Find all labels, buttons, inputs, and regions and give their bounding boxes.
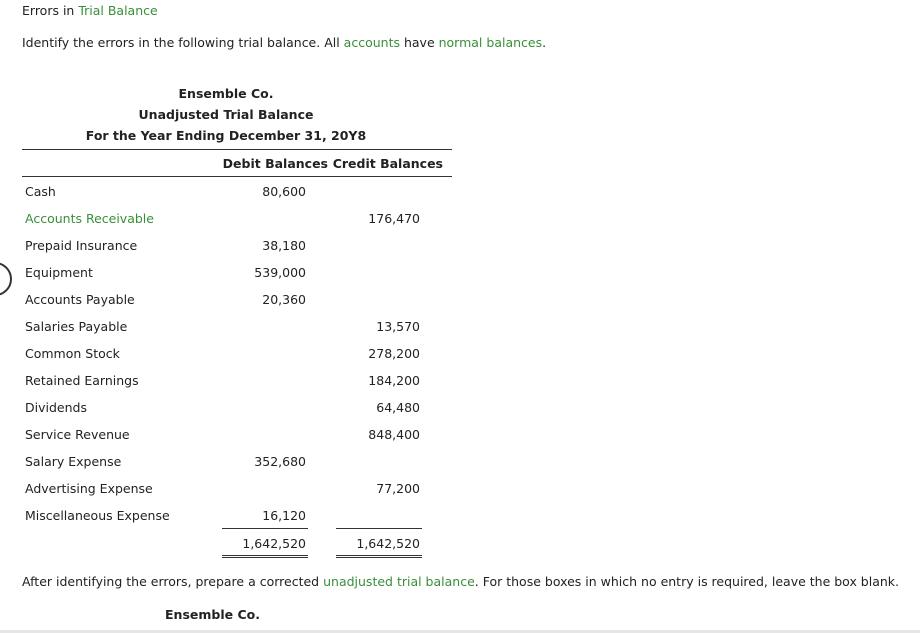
breadcrumb-prefix: Errors in bbox=[22, 3, 79, 18]
instructions bbox=[22, 35, 546, 50]
accounts-link[interactable]: accounts bbox=[343, 35, 400, 50]
account-name: Service Revenue bbox=[25, 427, 130, 442]
account-name[interactable]: Accounts Receivable bbox=[25, 211, 154, 226]
debit-total-double-rule bbox=[222, 555, 308, 558]
header-rule-top bbox=[22, 149, 452, 150]
debit-total-underline bbox=[222, 528, 308, 529]
totals-row bbox=[22, 536, 452, 554]
trial-balance-link[interactable]: Trial Balance bbox=[78, 3, 158, 18]
table-row bbox=[22, 319, 452, 337]
debit-total: 1,642,520 bbox=[242, 536, 306, 551]
table-row bbox=[22, 427, 452, 445]
table-row bbox=[22, 400, 452, 418]
debit-amount: 38,180 bbox=[262, 238, 306, 253]
account-name: Equipment bbox=[25, 265, 93, 280]
credit-amount: 184,200 bbox=[368, 373, 420, 388]
credit-amount: 278,200 bbox=[368, 346, 420, 361]
account-name: Accounts Payable bbox=[25, 292, 135, 307]
unadjusted-trial-balance-link[interactable]: unadjusted trial balance bbox=[323, 574, 475, 589]
credit-amount: 64,480 bbox=[376, 400, 420, 415]
table-row bbox=[22, 481, 452, 499]
table-row bbox=[22, 373, 452, 391]
followup-text-1: After identifying the errors, prepare a corrected bbox=[22, 574, 324, 589]
table-row bbox=[22, 454, 452, 472]
table-row bbox=[22, 265, 452, 283]
account-name: Advertising Expense bbox=[25, 481, 153, 496]
credit-total: 1,642,520 bbox=[356, 536, 420, 551]
account-name: Salary Expense bbox=[25, 454, 122, 469]
account-name: Retained Earnings bbox=[25, 373, 139, 388]
table-row bbox=[22, 211, 452, 229]
followup-instructions bbox=[22, 574, 899, 589]
instructions-text-3: . bbox=[542, 35, 547, 50]
credit-amount: 176,470 bbox=[368, 211, 420, 226]
instructions-text-2: have bbox=[399, 35, 439, 50]
debit-amount: 80,600 bbox=[262, 184, 306, 199]
report-title: Unadjusted Trial Balance bbox=[138, 107, 314, 122]
table-row bbox=[22, 292, 452, 310]
account-name: Dividends bbox=[25, 400, 87, 415]
account-name: Salaries Payable bbox=[25, 319, 128, 334]
credit-total-double-rule bbox=[336, 555, 422, 558]
table-row bbox=[22, 238, 452, 256]
table-row bbox=[22, 346, 452, 364]
debit-amount: 539,000 bbox=[254, 265, 306, 280]
partial-circle-marker bbox=[0, 262, 12, 296]
debit-column-header: Debit Balances bbox=[222, 156, 328, 171]
table-row bbox=[22, 508, 452, 526]
account-name: Common Stock bbox=[25, 346, 120, 361]
credit-amount: 77,200 bbox=[376, 481, 420, 496]
report-period: For the Year Ending December 31, 20Y8 bbox=[85, 128, 367, 143]
account-name: Prepaid Insurance bbox=[25, 238, 138, 253]
instructions-text-1: Identify the errors in the following trial balance. All bbox=[22, 35, 344, 50]
debit-amount: 20,360 bbox=[262, 292, 306, 307]
account-name: Miscellaneous Expense bbox=[25, 508, 170, 523]
credit-column-header: Credit Balances bbox=[332, 156, 443, 171]
account-name: Cash bbox=[25, 184, 56, 199]
followup-text-2: . For those boxes in which no entry is required, leave the box blank. bbox=[474, 574, 900, 589]
credit-amount: 848,400 bbox=[368, 427, 420, 442]
normal-balances-link[interactable]: normal balances bbox=[438, 35, 543, 50]
debit-amount: 16,120 bbox=[262, 508, 306, 523]
debit-amount: 352,680 bbox=[254, 454, 306, 469]
breadcrumb bbox=[22, 3, 158, 18]
company-name: Ensemble Co. bbox=[178, 86, 274, 101]
credit-total-underline bbox=[336, 528, 422, 529]
credit-amount: 13,570 bbox=[376, 319, 420, 334]
header-rule-bottom bbox=[22, 176, 452, 177]
table-row bbox=[22, 184, 452, 202]
second-company-name: Ensemble Co. bbox=[165, 607, 260, 622]
